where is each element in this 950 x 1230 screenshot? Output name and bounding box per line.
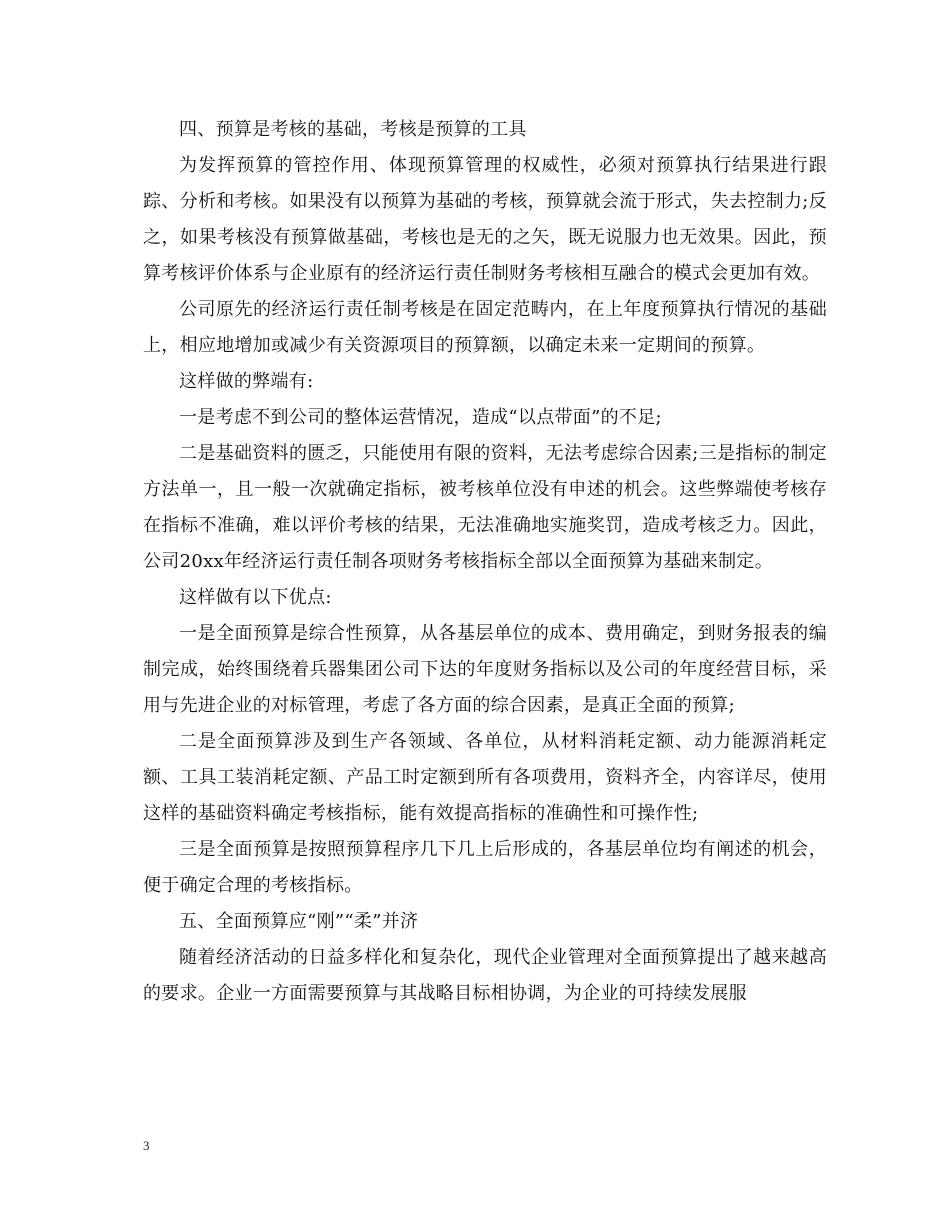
section-heading-4: 四、预算是考核的基础，考核是预算的工具 [179, 119, 527, 140]
paragraph: 随着经济活动的日益多样化和复杂化，现代企业管理对全面预算提出了越来越高的要求。企业一方面需要预算与其战略目标相协调，为企业的可持续发展服 [143, 947, 827, 1004]
document-body [143, 112, 827, 1012]
paragraph: 为发挥预算的管控作用、体现预算管理的权威性，必须对预算执行结果进行跟踪、分析和考核。如果没有以预算为基础的考核，预算就会流于形式，失去控制力;反之，如果考核没有预算做基础，考核也是无的之矢，既无说服力也无效果。因此，预算考核评价体系与企业原有的经济运行责任制财务考核相互融合的模式会更加有效。 [143, 155, 827, 284]
paragraph: 公司原先的经济运行责任制考核是在固定范畴内，在上年度预算执行情况的基础上，相应地增加或减少有关资源项目的预算额，以确定未来一定期间的预算。 [143, 299, 827, 356]
page-number: 3 [143, 1138, 150, 1153]
paragraph: 一是考虑不到公司的整体运营情况，造成“以点带面”的不足; [179, 407, 662, 428]
paragraph: 一是全面预算是综合性预算，从各基层单位的成本、费用确定，到财务报表的编制完成，始终围绕着兵器集团公司下达的年度财务指标以及公司的年度经营目标，采用与先进企业的对标管理，考虑了各方面的综合因素，是真正全面的预算; [143, 623, 827, 716]
section-heading-5: 五、全面预算应“刚”“柔”并济 [179, 911, 419, 932]
paragraph: 这样做有以下优点: [179, 587, 332, 608]
paragraph: 这样做的弊端有: [179, 371, 314, 392]
paragraph: 二是全面预算涉及到生产各领域、各单位，从材料消耗定额、动力能源消耗定额、工具工装消耗定额、产品工时定额到所有各项费用，资料齐全，内容详尽，使用这样的基础资料确定考核指标，能有效提高指标的准确性和可操作性; [143, 731, 827, 824]
paragraph: 二是基础资料的匮乏，只能使用有限的资料，无法考虑综合因素;三是指标的制定方法单一，且一般一次就确定指标，被考核单位没有申述的机会。这些弊端使考核存在指标不准确，难以评价考核的结果，无法准确地实施奖罚，造成考核乏力。因此，公司20xx年经济运行责任制各项财务考核指标全部以全面预算为基础来制定。 [143, 443, 827, 572]
paragraph: 三是全面预算是按照预算程序几下几上后形成的，各基层单位均有阐述的机会，便于确定合理的考核指标。 [143, 839, 827, 896]
